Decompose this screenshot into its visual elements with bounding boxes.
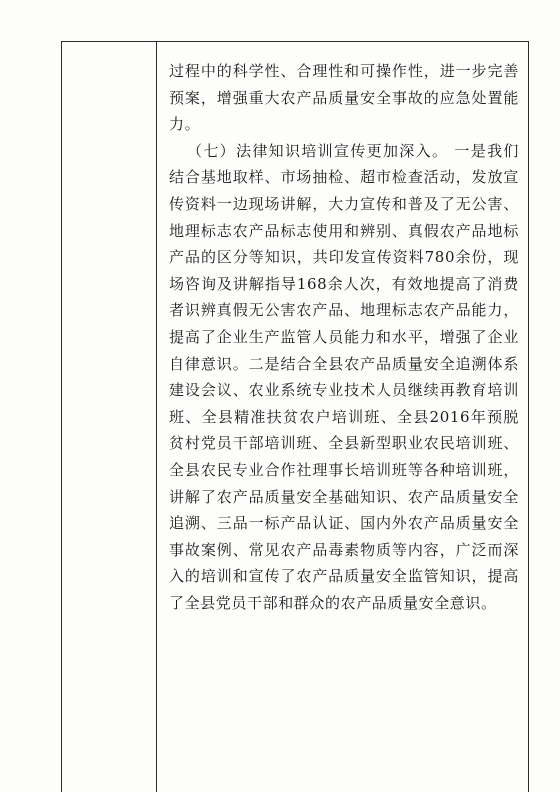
table-content-cell	[169, 58, 519, 616]
paragraph-continuation: 过程中的科学性、合理性和可操作性，进一步完善预案，增强重大农产品质量安全事故的应急处置能力。	[169, 62, 519, 134]
column-divider	[156, 41, 157, 792]
paragraph-section-seven: （七）法律知识培训宣传更加深入。 一是我们结合基地取样、市场抽检、超市检查活动，发放宣传资料一边现场讲解，大力宣传和普及了无公害、地理标志农产品标志使用和辨别、真假农产品地标产品的区分等知识，共印发宣传资料780余份，现场咨询及讲解指导168余人次，有效地提高了消费者识辨真假无公害农产品、地理标志农产品能力，提高了企业生产监管人员能力和水平，增强了企业自律意识。二是结合全县农产品质量安全追溯体系建设会议、农业系统专业技术人员继续再教育培训班、全县精准扶贫农户培训班、全县2016年预脱贫村党员干部培训班、全县新型职业农民培训班、全县农民专业合作社理事长培训班等各种培训班，讲解了农产品质量安全基础知识、农产品质量安全追溯、三品一标产品认证、国内外农产品质量安全事故案例、常见农产品毒素物质等内容，广泛而深入的培训和宣传了农产品质量安全监管知识，提高了全县党员干部和群众的农产品质量安全意识。	[169, 141, 519, 612]
